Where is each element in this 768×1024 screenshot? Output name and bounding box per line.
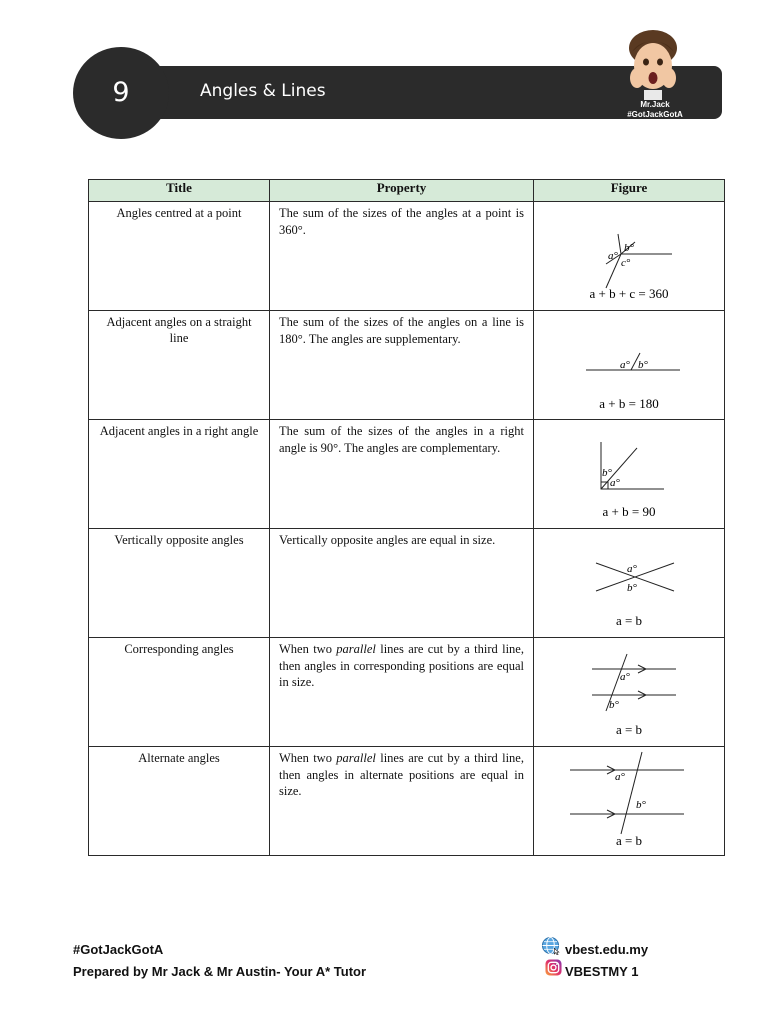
property-text-part: lines are cut by a third line, then angles in corresponding positions are equal in size. [279, 642, 524, 689]
equation: a = b [615, 613, 643, 628]
figure-corresponding-angles [534, 638, 725, 747]
chapter-title: Angles & Lines [200, 81, 326, 101]
alternate-angles-diagram [534, 747, 724, 849]
vertically-opposite-diagram [534, 529, 724, 631]
table-header-row [89, 180, 725, 202]
property-text-part: lines are cut by a third line, then angles in alternate positions are equal in size. [279, 751, 524, 798]
label-b: b° [602, 467, 612, 479]
angles-properties-table [88, 179, 725, 856]
footer-instagram[interactable]: VBESTMY 1 [565, 964, 639, 979]
figure-angles-on-line [534, 311, 725, 420]
row-property: The sum of the sizes of the angles in a right angle is 90°. The angles are complementary. [270, 420, 534, 529]
instagram-icon [545, 959, 562, 976]
column-header-figure: Figure [534, 180, 725, 202]
corresponding-angles-diagram [534, 638, 724, 740]
footer-hashtag: #GotJackGotA [73, 942, 164, 957]
table-row [89, 420, 725, 529]
equation: a = b [615, 722, 643, 737]
equation: a + b = 180 [599, 396, 659, 411]
table-row [89, 202, 725, 311]
avatar-caption [610, 100, 700, 120]
footer-website[interactable]: vbest.edu.my [565, 942, 649, 957]
row-property [270, 747, 534, 856]
table-row [89, 311, 725, 420]
figure-angles-at-point [534, 202, 725, 311]
row-property [270, 638, 534, 747]
row-title: Angles centred at a point [89, 202, 270, 311]
equation: a = b [615, 833, 643, 848]
equation: a + b + c = 360 [589, 286, 669, 301]
label-b: b° [609, 699, 619, 711]
label-a: a° [620, 671, 630, 683]
label-c: c° [621, 257, 631, 269]
label-a: a° [610, 477, 620, 489]
label-b: b° [636, 799, 646, 811]
chapter-number: 9 [112, 77, 130, 108]
row-title: Adjacent angles on a straight line [89, 311, 270, 420]
figure-alternate-angles [534, 747, 725, 856]
label-a: a° [620, 359, 630, 371]
angles-at-point-diagram [534, 202, 724, 304]
row-property: The sum of the sizes of the angles at a point is 360°. [270, 202, 534, 311]
property-emphasis: parallel [336, 642, 376, 656]
column-header-property: Property [270, 180, 534, 202]
footer-prepared-by: Prepared by Mr Jack & Mr Austin- Your A* Tutor [73, 964, 367, 979]
label-a: a° [627, 563, 637, 575]
avatar-name: Mr.Jack [640, 100, 670, 109]
property-emphasis: parallel [336, 751, 376, 765]
label-a: a° [615, 771, 625, 783]
row-title: Corresponding angles [89, 638, 270, 747]
figure-vertically-opposite [534, 529, 725, 638]
property-text-part: When two [279, 642, 337, 656]
label-a: a° [608, 250, 618, 262]
avatar-memoji-icon [622, 28, 684, 100]
equation: a + b = 90 [602, 504, 656, 519]
row-title: Alternate angles [89, 747, 270, 856]
row-property: The sum of the sizes of the angles on a line is 180°. The angles are supplementary. [270, 311, 534, 420]
table-row [89, 747, 725, 856]
row-property: Vertically opposite angles are equal in size. [270, 529, 534, 638]
row-title: Vertically opposite angles [89, 529, 270, 638]
row-title: Adjacent angles in a right angle [89, 420, 270, 529]
label-b: b° [638, 359, 648, 371]
column-header-title: Title [89, 180, 270, 202]
globe-icon [541, 936, 560, 955]
label-b: b° [627, 582, 637, 594]
angles-on-line-diagram [534, 311, 724, 413]
property-text-part: When two [279, 751, 337, 765]
right-angle-diagram [534, 420, 724, 522]
table-row [89, 529, 725, 638]
avatar-hashtag: #GotJackGotA [627, 110, 683, 119]
table-row [89, 638, 725, 747]
figure-angles-in-right-angle [534, 420, 725, 529]
label-b: b° [624, 242, 634, 254]
